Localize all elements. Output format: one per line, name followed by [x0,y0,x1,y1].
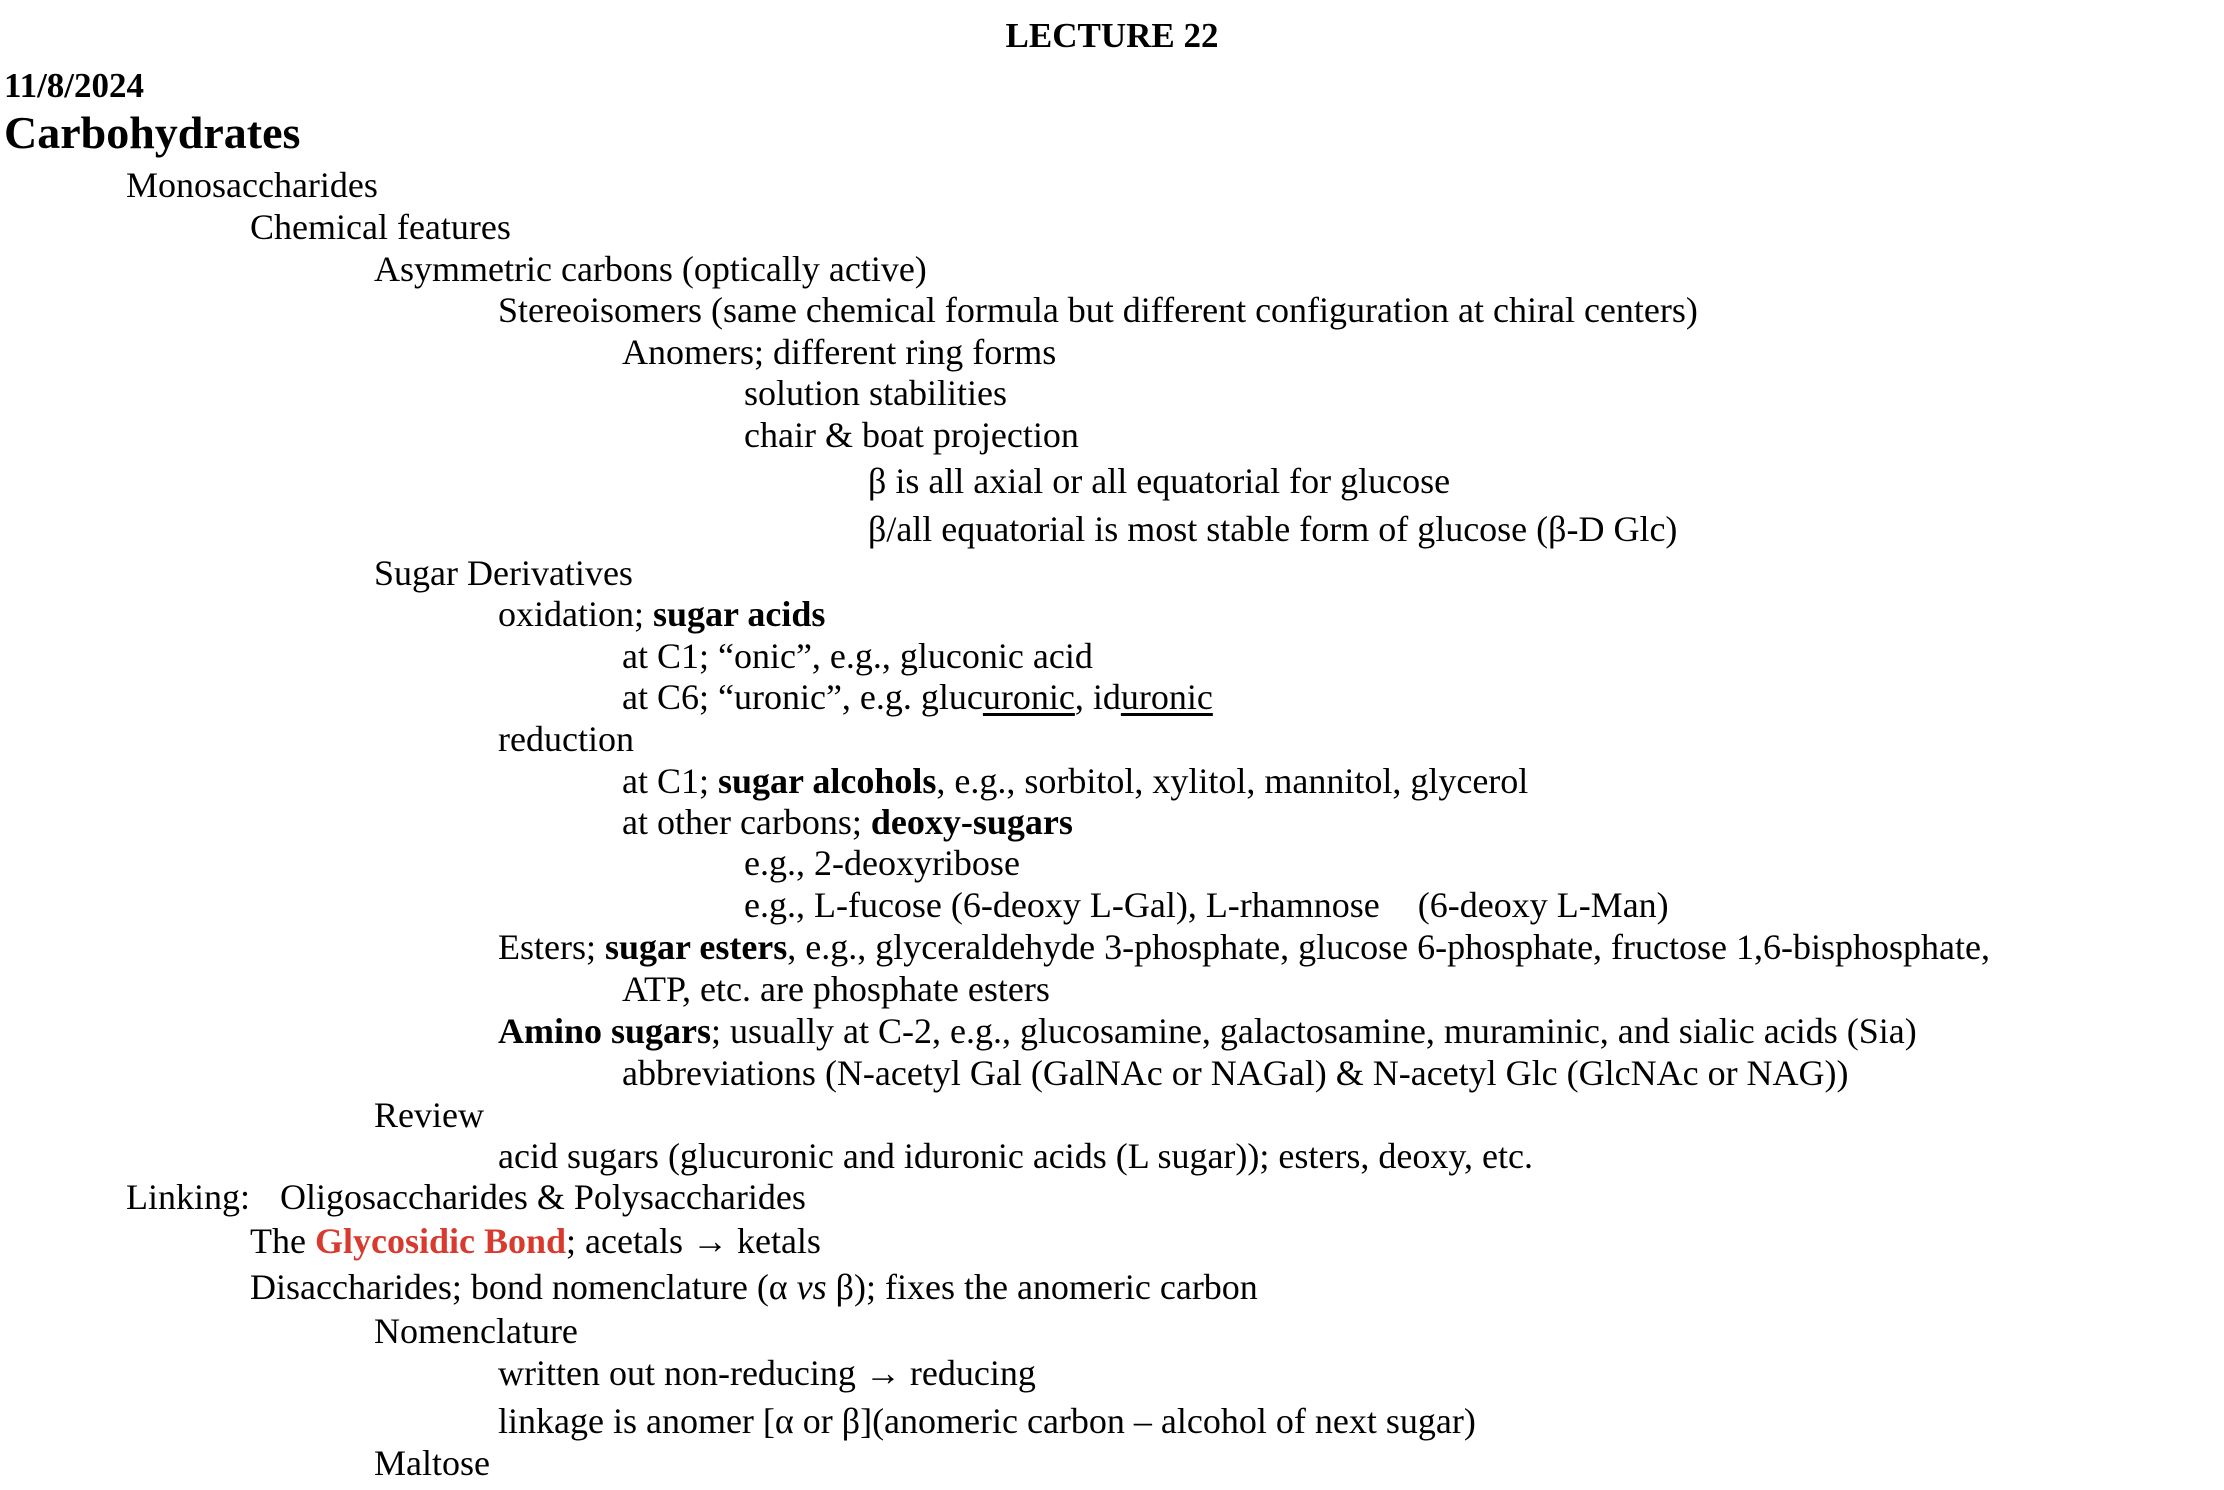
outline-deoxyribose: e.g., 2-deoxyribose [744,843,1020,883]
outline-disaccharides [250,1266,1258,1308]
outline-phosphate-esters: ATP, etc. are phosphate esters [622,969,1050,1009]
outline-deoxy-sugars [622,801,1073,843]
outline-c1-onic: at C1; “onic”, e.g., gluconic acid [622,636,1093,676]
outline-amino-sugars [498,1010,1917,1052]
oxidation-text: oxidation; [498,594,653,634]
outline-monosaccharides: Monosaccharides [126,165,378,205]
lecture-title: LECTURE 22 [1005,16,1219,55]
other-carbons-text: at other carbons; [622,802,871,842]
outline-sugar-derivatives: Sugar Derivatives [374,553,633,593]
glycosidic-post: ; acetals → ketals [566,1221,821,1261]
disaccharides-text: Disaccharides; bond nomenclature (α [250,1267,797,1307]
outline-fucose-rhamnose [744,884,1669,926]
outline-linkage: linkage is anomer [α or β](anomeric carbon – alcohol of next sugar) [498,1401,1476,1441]
esters-text: Esters; [498,927,605,967]
esters-examples: , e.g., glyceraldehyde 3-phosphate, glucose 6-phosphate, fructose 1,6-bisphosphate, [787,927,1990,967]
outline-oxidation [498,593,825,635]
glycosidic-bond-term: Glycosidic Bond [314,1221,567,1261]
outline-c6-uronic [622,676,1213,718]
c6-mid-text: , id [1074,677,1121,717]
outline-review: Review [374,1095,484,1135]
lecture-date: 11/8/2024 [4,66,145,105]
c1-alc-examples: , e.g., sorbitol, xylitol, mannitol, glycerol [936,761,1529,801]
iduronic-suffix: uronic [1120,677,1213,717]
outline-anomers: Anomers; different ring forms [622,332,1057,372]
glycosidic-pre: The [250,1221,315,1261]
rhamnose-note: (6-deoxy L-Man) [1417,885,1669,925]
outline-beta-equatorial: β/all equatorial is most stable form of glucose (β-D Glc) [868,509,1678,549]
outline-linking [126,1176,806,1218]
sugar-alcohols-term: sugar alcohols [718,761,937,801]
outline-maltose: Maltose [374,1443,490,1483]
outline-beta-axial: β is all axial or all equatorial for glucose [868,461,1451,501]
disaccharides-post: β); fixes the anomeric carbon [826,1267,1258,1307]
vs-italic: vs [796,1267,827,1307]
fucose-text: e.g., L-fucose (6-deoxy L-Gal), L-rhamnose [744,885,1380,925]
outline-glycosidic-bond [250,1220,821,1262]
outline-sugar-alcohols [622,760,1528,802]
outline-chemical-features: Chemical features [250,207,511,247]
outline-reduction: reduction [498,719,634,759]
sugar-esters-term: sugar esters [604,927,788,967]
outline-chair-boat: chair & boat projection [744,415,1079,455]
linking-label: Linking: [126,1177,250,1217]
linking-text: Oligosaccharides & Polysaccharides [280,1177,806,1217]
outline-acid-sugars: acid sugars (glucuronic and iduronic acids (L sugar)); esters, deoxy, etc. [498,1136,1533,1176]
amino-sugars-term: Amino sugars [498,1011,712,1051]
c6-text: at C6; “uronic”, e.g. gluc [622,677,983,717]
outline-stereoisomers: Stereoisomers (same chemical formula but different configuration at chiral centers) [498,290,1698,330]
glucuronic-suffix: uronic [982,677,1075,717]
deoxy-sugars-term: deoxy-sugars [870,802,1073,842]
outline-asymmetric-carbons: Asymmetric carbons (optically active) [374,249,927,289]
topic-heading: Carbohydrates [4,107,301,158]
outline-abbreviations: abbreviations (N-acetyl Gal (GalNAc or NAGal) & N-acetyl Glc (GlcNAc or NAG)) [622,1053,1849,1093]
sugar-acids-term: sugar acids [653,594,826,634]
outline-nomenclature: Nomenclature [374,1311,578,1351]
outline-sugar-esters [498,926,1990,968]
amino-sugars-text: ; usually at C-2, e.g., glucosamine, galactosamine, muraminic, and sialic acids (Sia) [711,1011,1917,1051]
outline-solution-stabilities: solution stabilities [744,373,1008,413]
outline-written-out: written out non-reducing → reducing [498,1353,1036,1393]
c1-alc-text: at C1; [622,761,718,801]
